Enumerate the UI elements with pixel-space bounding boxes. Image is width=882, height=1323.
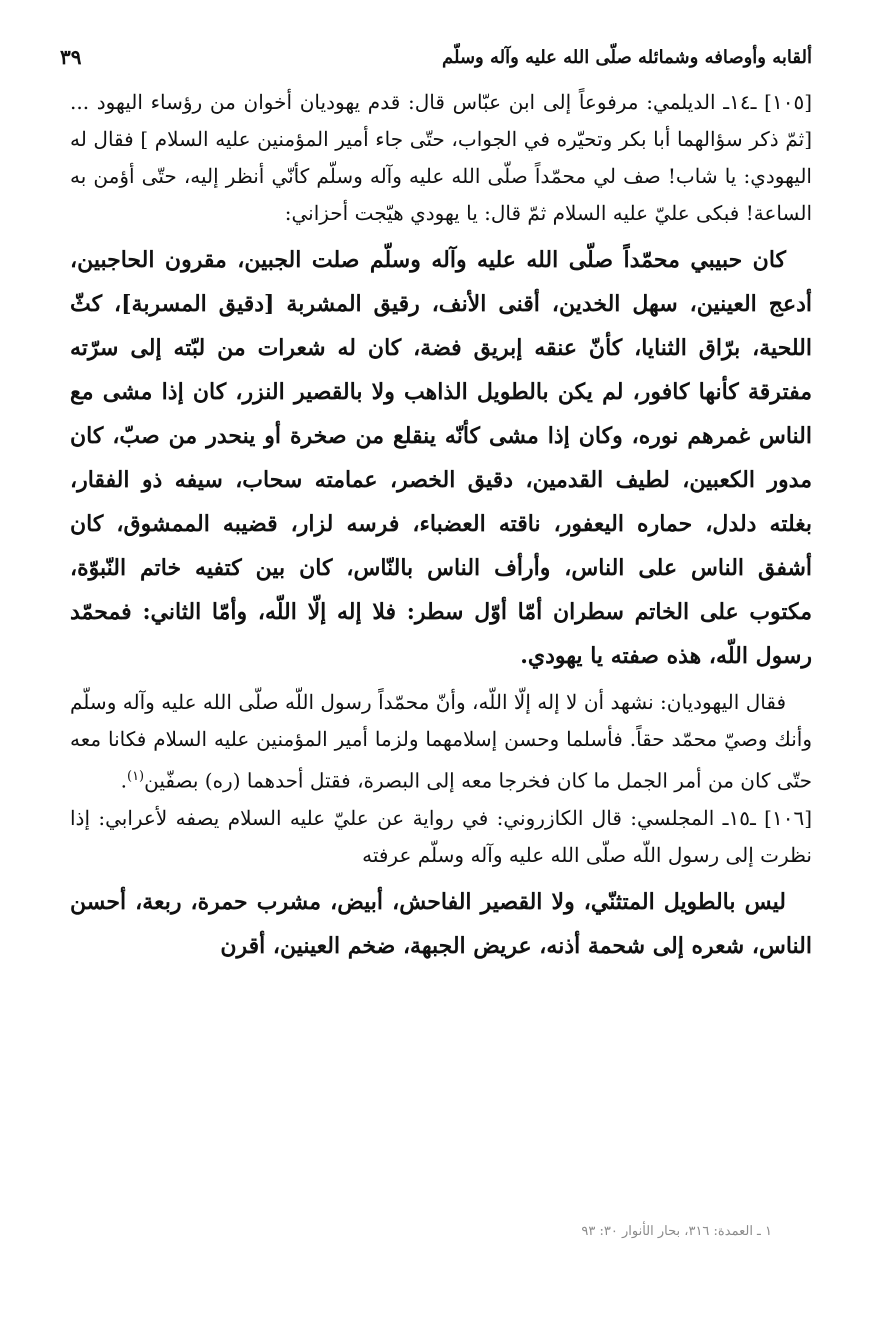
footnote: ١ ـ العمدة: ٣١٦، بحار الأنوار ٣٠: ٩٣ (581, 1224, 772, 1239)
page-number: ٣٩ (60, 45, 82, 69)
hadith-106-description: ليس بالطويل المتثنّي، ولا القصير الفاحش، أبيض، مشرب حمرة، ربعة، أحسن الناس، شعره إلى شحمة أذنه، عريض الجبهة، ضخم العينين، أقرن (70, 888, 812, 959)
footnote-marker: (١) (126, 769, 145, 784)
hadith-105-conclusion-text: فقال اليهوديان: نشهد أن لا إله إلّا اللّه، وأنّ محمّداً رسول اللّه صلّى الله عليه وآله وسلّم وأنك وصيّ محمّد حقاً. فأسلما وحسن إسلامهما ولزما أمير المؤمنين عليه السلام فكانا معه حتّى كان من أمر الجمل ما كان فخرجا معه إلى البصرة، فقتل أحدهما (ره) بصفّين (70, 690, 812, 793)
hadith-105-description: كان حبيبي محمّداً صلّى الله عليه وآله وسلّم صلت الجبين، مقرون الحاجبين، أدعج العينين، سهل الخدين، أقنى الأنف، رقيق المشربة [دقيق المسربة]، كثّ اللحية، برّاق الثنايا، كأنّ عنقه إبريق فضة، كان له شعرات من لبّته إلى سرّته مفترقة كأنها كافور، لم يكن بالطويل الذاهب ولا بالقصير النزر، كان إذا مشى مع الناس غمرهم نوره، وكان إذا مشى كأنّه ينقلع من صخرة أو ينحدر من صبّ، كان مدور الكعبين، لطيف القدمين، دقيق الخصر، عمامته سحاب، سيفه ذو الفقار، بغلته دلدل، حماره اليعفور، ناقته العضباء، فرسه لزار، قضيبه الممشوق، كان أشفق الناس على الناس، وأرأف الناس بالنّاس، كان بين كتفيه خاتم النّبوّة، مكتوب على الخاتم سطران أمّا أوّل سطر: فلا إله إلّا اللّه، وأمّا الثاني: فمحمّد رسول اللّه، هذه صفته يا يهودي. (70, 247, 812, 669)
hadith-106-intro: [١٠٦] ـ١٥ـ المجلسي: قال الكازروني: في رواية عن عليّ عليه السلام يصفه لأعرابي: إذا نظرت إلى رسول اللّه صلّى الله عليه وآله وسلّم عرفته (70, 805, 812, 867)
hadith-105-conclusion: فقال اليهوديان: نشهد أن لا إله إلّا اللّه، وأنّ محمّداً رسول اللّه صلّى الله عليه وآله وسلّم وأنك وصيّ محمّد حقاً. فأسلما وحسن إسلامهما ولزما أمير المؤمنين عليه السلام فكانا معه حتّى كان من أمر الجمل ما كان فخرجا معه إلى البصرة، فقتل أحدهما (ره) بصفّين$^{(١)}$. (70, 690, 812, 793)
running-title: ألقابه وأوصافه وشمائله صلّى الله عليه وآله وسلّم (442, 46, 812, 68)
page-body (70, 84, 812, 968)
hadith-105-intro: [١٠٥] ـ١٤ـ الديلمي: مرفوعاً إلى ابن عبّاس قال: قدم يهوديان أخوان من رؤساء اليهود ... [ثمّ ذكر سؤالهما أبا بكر وتحيّره في الجواب، حتّى جاء أمير المؤمنين عليه السلام ] فقال له اليهودي: يا شاب! صف لي محمّداً صلّى الله عليه وآله وسلّم كأنّي أنظر إليه، حتّى أؤمن به الساعة! فبكى عليّ عليه السلام ثمّ قال: يا يهودي هيّجت أحزاني: (70, 90, 812, 225)
page-header (60, 40, 812, 74)
